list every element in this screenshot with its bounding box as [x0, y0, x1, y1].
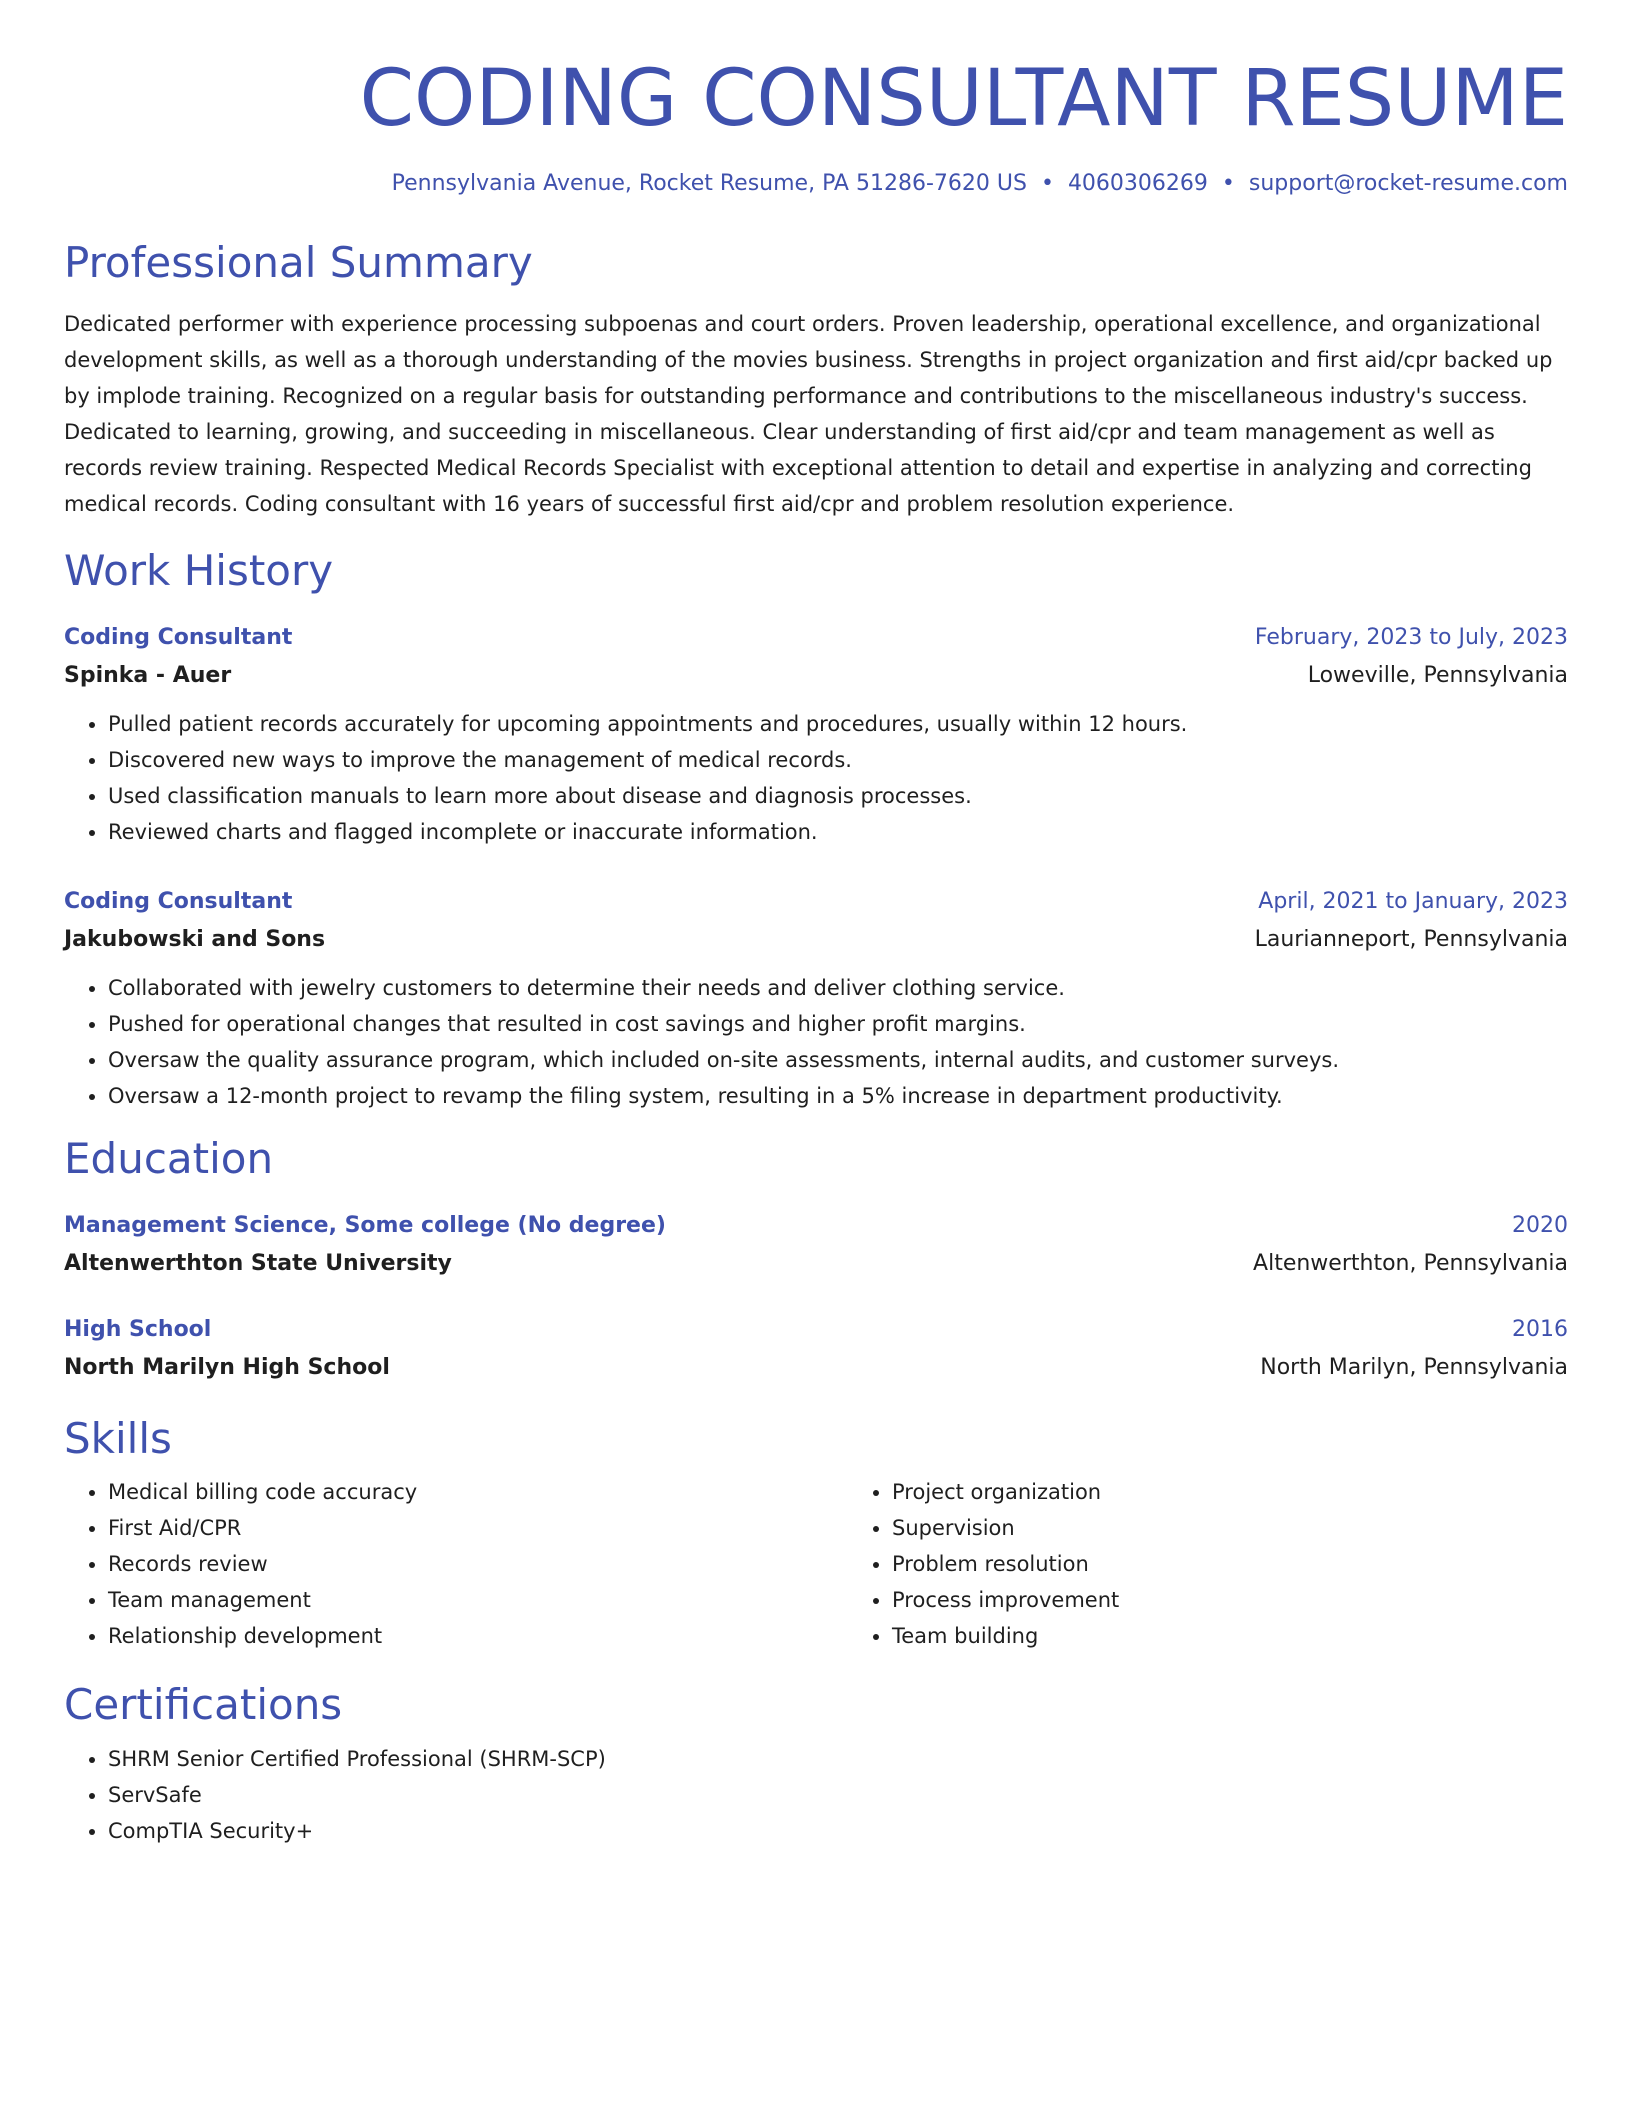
- education-degree: Management Science, Some college (No degree): [64, 1213, 666, 1239]
- education-school: North Marilyn High School: [64, 1355, 390, 1381]
- list-item: • Used classification manuals to learn more about disease and diagnosis processes.: [108, 778, 1568, 814]
- list-item: • Relationship development: [108, 1618, 848, 1654]
- job-bullets: [64, 706, 1568, 850]
- list-item: • Records review: [108, 1546, 848, 1582]
- list-item: • Oversaw the quality assurance program, which included on-site assessments, internal audits, and customer surveys.: [108, 1042, 1568, 1078]
- job-dates: February, 2023 to July, 2023: [1254, 625, 1568, 651]
- list-item: • Reviewed charts and flagged incomplete or inaccurate information.: [108, 814, 1568, 850]
- list-item: • Discovered new ways to improve the management of medical records.: [108, 742, 1568, 778]
- job-company: Spinka - Auer: [64, 663, 232, 689]
- skills-list-left: [64, 1474, 848, 1654]
- list-item: • Pushed for operational changes that resulted in cost savings and higher profit margins.: [108, 1006, 1568, 1042]
- job-role: Coding Consultant: [64, 625, 293, 651]
- job-dates: April, 2021 to January, 2023: [1258, 889, 1568, 915]
- list-item: • Oversaw a 12-month project to revamp the filing system, resulting in a 5% increase in department productivity.: [108, 1078, 1568, 1114]
- education-entry: [64, 1312, 1568, 1388]
- list-item: • Collaborated with jewelry customers to determine their needs and deliver clothing service.: [108, 970, 1568, 1006]
- job-entry: [64, 884, 1568, 1114]
- separator-bullet: •: [1221, 170, 1235, 196]
- job-entry: [64, 620, 1568, 850]
- skills-grid: [64, 1474, 1568, 1654]
- education-location: Altenwerthton, Pennsylvania: [1253, 1251, 1568, 1277]
- list-item: • ServSafe: [108, 1777, 1568, 1813]
- certifications-heading: Certifications: [64, 1680, 343, 1730]
- list-item: • CompTIA Security+: [108, 1813, 1568, 1849]
- job-company: Jakubowski and Sons: [64, 927, 326, 953]
- education-school: Altenwerthton State University: [64, 1251, 452, 1277]
- list-item: • Supervision: [892, 1510, 1568, 1546]
- job-location: Laurianneport, Pennsylvania: [1254, 927, 1568, 953]
- contact-line: [64, 171, 1568, 196]
- resume-header: [64, 54, 1568, 196]
- education-year: 2016: [1512, 1317, 1568, 1343]
- list-item: • Team management: [108, 1582, 848, 1618]
- job-role: Coding Consultant: [64, 889, 293, 915]
- separator-bullet: •: [1040, 170, 1054, 196]
- work-history-heading: Work History: [64, 545, 334, 595]
- certifications-list: [64, 1741, 1568, 1849]
- list-item: • Project organization: [892, 1474, 1568, 1510]
- list-item: • Team building: [892, 1618, 1568, 1654]
- list-item: • Medical billing code accuracy: [108, 1474, 848, 1510]
- page-title: CODING CONSULTANT RESUME: [359, 54, 1568, 144]
- list-item: • Pulled patient records accurately for upcoming appointments and procedures, usually within 12 hours.: [108, 706, 1568, 742]
- education-year: 2020: [1512, 1213, 1568, 1239]
- education-location: North Marilyn, Pennsylvania: [1260, 1355, 1568, 1381]
- address-text: Pennsylvania Avenue, Rocket Resume, PA 51286-7620 US: [391, 170, 1027, 196]
- education-degree: High School: [64, 1317, 212, 1343]
- job-location: Loweville, Pennsylvania: [1307, 663, 1568, 689]
- email-link[interactable]: support@rocket-resume.com: [1248, 170, 1568, 196]
- list-item: • First Aid/CPR: [108, 1510, 848, 1546]
- summary-text: Dedicated performer with experience processing subpoenas and court orders. Proven leadership, operational excellence, and organizational development skills, as well as a thorough understanding of the movies business. Strengths in project organization and first aid/cpr backed up by implode training. Recognized on a regular basis for outstanding performance and contributions to the miscellaneous industry's success. Dedicated to learning, growing, and succeeding in miscellaneous. Clear understanding of first aid/cpr and team management as well as records review training. Respected Medical Records Specialist with exceptional attention to detail and expertise in analyzing and correcting medical records. Coding consultant with 16 years of successful first aid/cpr and problem resolution experience.: [64, 311, 1553, 516]
- list-item: • Problem resolution: [892, 1546, 1568, 1582]
- job-bullets: [64, 970, 1568, 1114]
- list-item: • Process improvement: [892, 1582, 1568, 1618]
- skills-list-right: [848, 1474, 1568, 1654]
- education-heading: Education: [64, 1134, 274, 1184]
- phone-text: 4060306269: [1067, 170, 1208, 196]
- summary-heading: Professional Summary: [64, 237, 533, 287]
- education-entry: [64, 1208, 1568, 1284]
- list-item: • SHRM Senior Certified Professional (SHRM-SCP): [108, 1741, 1568, 1777]
- skills-heading: Skills: [64, 1414, 172, 1464]
